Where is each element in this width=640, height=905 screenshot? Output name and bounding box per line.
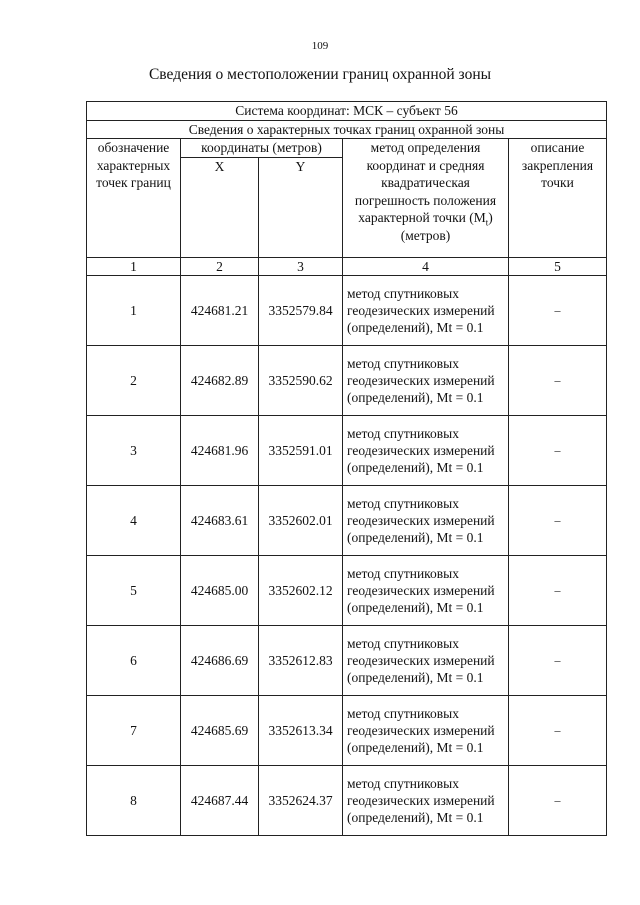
- point-number: 5: [87, 556, 181, 626]
- header-point-label: обозначение характерных точек границ: [87, 139, 181, 258]
- y-coordinate: 3352613.34: [259, 696, 343, 766]
- point-number: 3: [87, 416, 181, 486]
- point-number: 2: [87, 346, 181, 416]
- measurement-method: метод спутниковых геодезических измерений (определений), Mt = 0.1: [343, 486, 509, 556]
- measurement-method: метод спутниковых геодезических измерений (определений), Mt = 0.1: [343, 626, 509, 696]
- table-row: [87, 416, 607, 486]
- point-description: –: [509, 766, 607, 836]
- x-coordinate: 424685.00: [181, 556, 259, 626]
- column-number: 1: [87, 257, 181, 276]
- y-coordinate: 3352624.37: [259, 766, 343, 836]
- y-coordinate: 3352590.62: [259, 346, 343, 416]
- table-row: [87, 766, 607, 836]
- x-coordinate: 424683.61: [181, 486, 259, 556]
- point-description: –: [509, 416, 607, 486]
- measurement-method: метод спутниковых геодезических измерений (определений), Mt = 0.1: [343, 346, 509, 416]
- page-number: 109: [311, 40, 329, 52]
- x-coordinate: 424687.44: [181, 766, 259, 836]
- header-x: X: [181, 157, 259, 257]
- column-number: 2: [181, 257, 259, 276]
- document-title: Сведения о местоположении границ охранной зоны: [148, 66, 492, 83]
- point-description: –: [509, 696, 607, 766]
- column-number: 4: [343, 257, 509, 276]
- table-row: [87, 346, 607, 416]
- point-description: –: [509, 346, 607, 416]
- table-row: [87, 486, 607, 556]
- measurement-method: метод спутниковых геодезических измерений (определений), Mt = 0.1: [343, 766, 509, 836]
- table-caption-row: [87, 120, 607, 139]
- column-number-row: [87, 257, 607, 276]
- measurement-method: метод спутниковых геодезических измерений (определений), Mt = 0.1: [343, 416, 509, 486]
- point-number: 1: [87, 276, 181, 346]
- header-coordinates: координаты (метров): [181, 139, 343, 158]
- point-number: 8: [87, 766, 181, 836]
- point-description: –: [509, 486, 607, 556]
- header-method-text: метод определения координат и средняя квадратическая погрешность положения характерной точки (M: [354, 140, 497, 225]
- table-row: [87, 556, 607, 626]
- measurement-method: метод спутниковых геодезических измерений (определений), Mt = 0.1: [343, 556, 509, 626]
- header-method-subscript: t: [485, 217, 489, 228]
- table-caption-cell: Сведения о характерных точках границ охранной зоны: [87, 120, 607, 139]
- point-description: –: [509, 626, 607, 696]
- y-coordinate: 3352579.84: [259, 276, 343, 346]
- table-row: [87, 696, 607, 766]
- header-method-text-end: ) (метров): [400, 210, 493, 243]
- x-coordinate: 424682.89: [181, 346, 259, 416]
- measurement-method: метод спутниковых геодезических измерений (определений), Mt = 0.1: [343, 696, 509, 766]
- point-number: 6: [87, 626, 181, 696]
- x-coordinate: 424685.69: [181, 696, 259, 766]
- table-row: [87, 276, 607, 346]
- boundary-points-table: [86, 101, 607, 836]
- header-y: Y: [259, 157, 343, 257]
- x-coordinate: 424681.96: [181, 416, 259, 486]
- x-coordinate: 424681.21: [181, 276, 259, 346]
- y-coordinate: 3352612.83: [259, 626, 343, 696]
- header-row-top: [87, 139, 607, 158]
- column-number: 5: [509, 257, 607, 276]
- x-coordinate: 424686.69: [181, 626, 259, 696]
- point-description: –: [509, 276, 607, 346]
- y-coordinate: 3352602.12: [259, 556, 343, 626]
- point-number: 4: [87, 486, 181, 556]
- table-row: [87, 626, 607, 696]
- coordinate-system-cell: Система координат: МСК – субъект 56: [87, 102, 607, 121]
- header-method: [343, 139, 509, 258]
- point-number: 7: [87, 696, 181, 766]
- column-number: 3: [259, 257, 343, 276]
- point-description: –: [509, 556, 607, 626]
- coordinate-system-row: [87, 102, 607, 121]
- y-coordinate: 3352602.01: [259, 486, 343, 556]
- measurement-method: метод спутниковых геодезических измерений (определений), Mt = 0.1: [343, 276, 509, 346]
- header-description: описание закрепления точки: [509, 139, 607, 258]
- y-coordinate: 3352591.01: [259, 416, 343, 486]
